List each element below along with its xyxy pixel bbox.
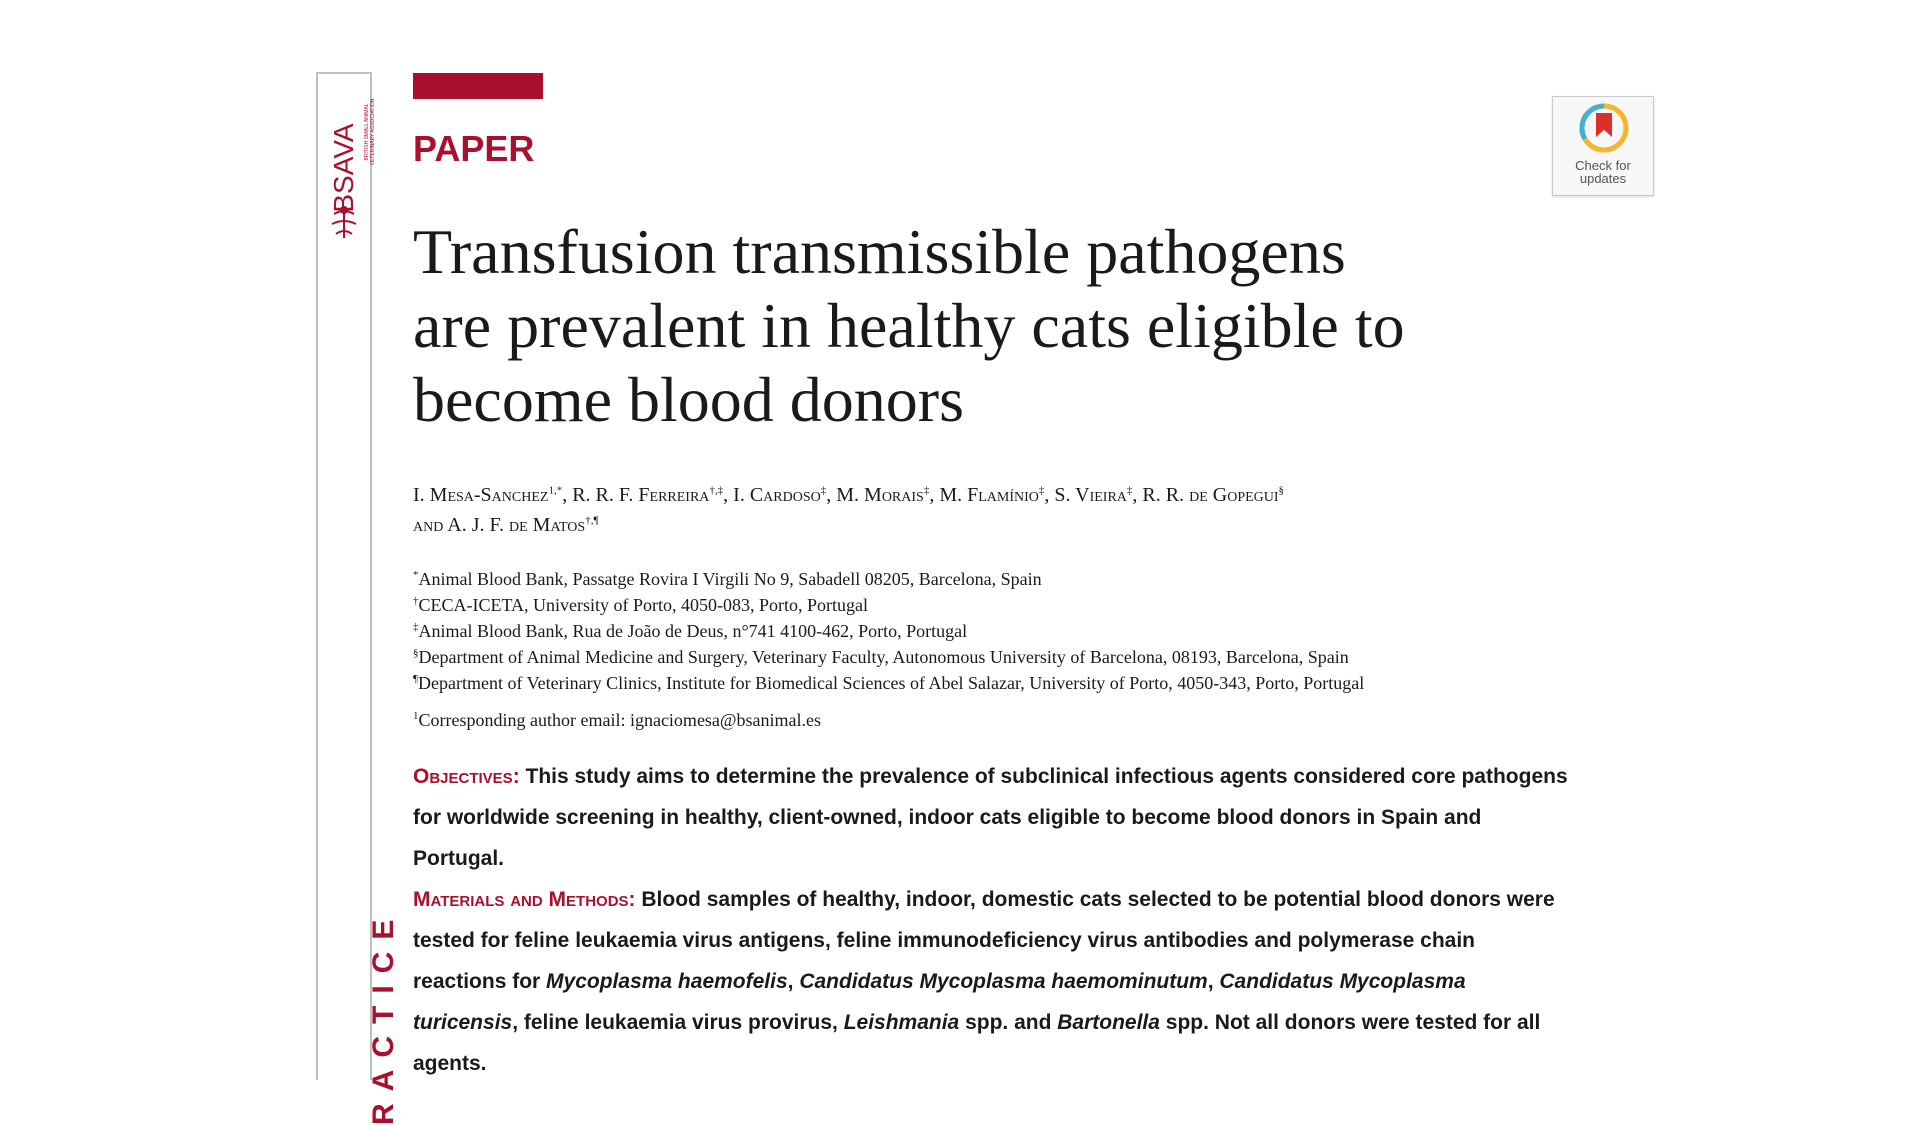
check-for-updates-button[interactable] <box>1552 96 1654 196</box>
title-line: Transfusion transmissible pathogens <box>413 216 1346 287</box>
author-sup: ‡ <box>820 484 827 497</box>
species-name: Leishmania <box>843 1011 960 1034</box>
author-sup: ‡ <box>1038 484 1045 497</box>
author-name: A. J. F. de Matos <box>447 514 586 536</box>
affiliation-sup: * <box>413 569 419 581</box>
corresponding-email: Corresponding author email: ignaciomesa@bsanimal.es <box>418 710 821 730</box>
author-sup: †,¶ <box>585 514 599 527</box>
author-name: M. Flamínio <box>939 484 1039 506</box>
bsava-emblem-icon <box>328 204 360 240</box>
affiliation-text: Animal Blood Bank, Passatge Rovira I Virgili No 9, Sabadell 08205, Barcelona, Spain <box>418 569 1042 589</box>
author-name: R. R. de Gopegui <box>1142 484 1279 506</box>
affiliation-item <box>413 618 1573 644</box>
section-label-vertical: RACTICE <box>367 907 400 1125</box>
methods-heading: Materials and Methods: <box>413 888 636 911</box>
author-sup: †,‡ <box>709 484 724 497</box>
author-name: R. R. F. Ferreira <box>572 484 710 506</box>
methods-text: spp. Not all donors were tested for all agents. <box>413 1011 1541 1075</box>
affiliation-sup: § <box>413 647 419 659</box>
affiliation-text: Department of Veterinary Clinics, Institute for Biomedical Sciences of Abel Salazar, University of Porto, 4050-343, Porto, Portugal <box>417 673 1365 693</box>
crossmark-icon <box>1579 103 1629 153</box>
author-name: M. Morais <box>836 484 924 506</box>
affiliation-text: CECA-ICETA, University of Porto, 4050-083, Porto, Portugal <box>418 595 869 615</box>
affiliation-text: Department of Animal Medicine and Surgery, Veterinary Faculty, Autonomous University of Barcelona, 08193, Barcelona, Spain <box>418 647 1349 667</box>
affiliation-item <box>413 566 1573 592</box>
methods-text: , feline leukaemia virus provirus, <box>512 1011 844 1034</box>
methods-text: , <box>1207 970 1220 993</box>
title-line: are prevalent in healthy cats eligible to <box>413 290 1405 361</box>
affiliation-list <box>413 566 1573 696</box>
bsava-logo <box>322 86 376 236</box>
affiliation-text: Animal Blood Bank, Rua de João de Deus, n°741 4100-462, Porto, Portugal <box>418 621 968 641</box>
author-sup: § <box>1278 484 1285 497</box>
affiliation-sup: ¶ <box>413 673 418 685</box>
author-name: I. Cardoso <box>733 484 821 506</box>
author-sup: ‡ <box>923 484 930 497</box>
author-conjunction: and <box>413 514 444 536</box>
species-name: Mycoplasma haemofelis <box>546 970 788 993</box>
bsava-logo-subtext: BRITISH SMALL ANIMAL VETERINARY ASSOCIATION <box>364 98 376 166</box>
author-name: S. Vieira <box>1054 484 1127 506</box>
affiliation-item <box>413 644 1573 670</box>
author-sup: ‡ <box>1126 484 1133 497</box>
affiliation-sup: † <box>413 595 419 607</box>
author-line-2 <box>413 510 1573 540</box>
accent-bar <box>413 73 543 99</box>
species-name: Candidatus Mycoplasma haemominutum <box>799 970 1208 993</box>
methods-text: , <box>787 970 800 993</box>
author-sup: 1,* <box>548 484 563 497</box>
title-line: become blood donors <box>413 364 964 435</box>
bsava-logo-text: BSAVA <box>328 123 359 213</box>
article-title <box>413 215 1553 437</box>
check-updates-label: Check for updates <box>1575 158 1631 186</box>
abstract-methods <box>413 879 1573 1084</box>
methods-text: spp. and <box>959 1011 1058 1034</box>
abstract <box>413 756 1573 1084</box>
affiliation-item <box>413 670 1573 696</box>
author-name: I. Mesa-Sanchez <box>413 484 549 506</box>
objectives-text: This study aims to determine the prevalence of subclinical infectious agents considered core pathogens for worldwide screening in healthy, client-owned, indoor cats eligible to become blood donors in Spain and Portugal. <box>413 765 1568 870</box>
corresponding-sup: 1 <box>413 710 419 722</box>
abstract-objectives <box>413 756 1573 879</box>
author-line-1: I. Mesa-Sanchez$^{1,*}$, R. R. F. Ferreira†,‡, I. Cardoso‡, M. Morais‡, M. Flamínio‡, S. Vieira‡, R. R. de Gopegui§ <box>413 484 1285 506</box>
author-list <box>413 480 1573 540</box>
article-type-label: PAPER <box>413 128 535 169</box>
species-name: Bartonella <box>1057 1011 1160 1034</box>
objectives-heading: Objectives: <box>413 765 520 788</box>
species-name: Candidatus Mycoplasma turicensis <box>413 970 1466 1034</box>
affiliation-item <box>413 592 1573 618</box>
affiliation-sup: ‡ <box>413 621 419 633</box>
journal-sidebar <box>316 72 400 1125</box>
corresponding-author <box>413 710 821 731</box>
methods-text: Blood samples of healthy, indoor, domestic cats selected to be potential blood donors were tested for feline leukaemia virus antigens, feline immunodeficiency virus antibodies and polymerase chain reactions for <box>413 888 1555 993</box>
